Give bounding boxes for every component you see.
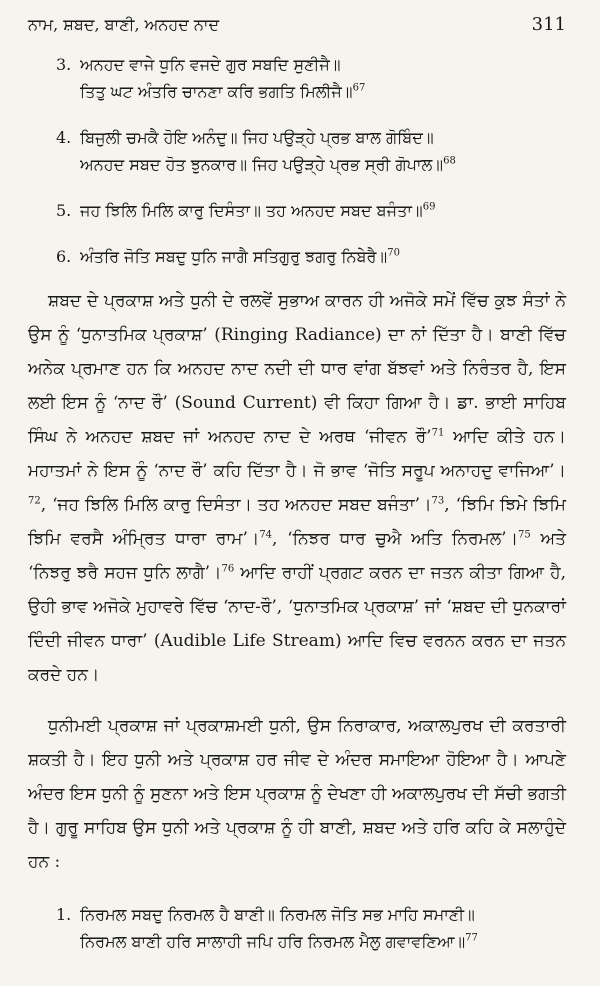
quote-block (56, 51, 566, 105)
quote-number: 5. (56, 201, 72, 220)
quote-block (56, 901, 566, 955)
quote-spacer (28, 178, 566, 197)
quote-block (56, 197, 566, 224)
paragraph-text: , ‘ਝਿਮਿ ਝਿਮੇ ਝਿਮਿ ਝਿਮਿ ਵਰਸੈ ਅੰਮ੍ਰਿਤ ਧਾਰਾ ਰਾਮ’। (28, 495, 566, 549)
quote-number: 3. (56, 55, 72, 74)
quote-text: ਨਿਰਮਲ ਬਾਣੀ ਹਰਿ ਸਾਲਾਹੀ ਜਪਿ ਹਰਿ ਨਿਰਮਲ ਮੈਲੁ ਗਵਾਵਣਿਆ॥ (80, 932, 466, 951)
quote-number: 4. (56, 128, 72, 147)
quote-line (80, 51, 566, 78)
paragraph-text: ਸ਼ਬਦ ਦੇ ਪ੍ਰਕਾਸ਼ ਅਤੇ ਧੁਨੀ ਦੇ ਰਲਵੇਂ ਸੁਭਾਅ ਕਾਰਨ ਹੀ ਅਜੋਕੇ ਸਮੇਂ ਵਿੱਚ ਕੁਝ ਸੰਤਾਂ ਨੇ ਉਸ ਨੂੰ ‘ਧੁਨਾਤਮਿਕ ਪ੍ਰਕਾਸ਼’ (Ringing Radiance) ਦਾ ਨਾਂ ਦਿੱਤਾ ਹੈ। ਬਾਣੀ ਵਿੱਚ ਅਨੇਕ ਪ੍ਰਮਾਣ ਹਨ ਕਿ ਅਨਹਦ ਨਾਦ ਨਦੀ ਦੀ ਧਾਰ ਵਾਂਗ ਬੱਝਵਾਂ ਅਤੇ ਨਿਰੰਤਰ ਹੈ, ਇਸ ਲਈ ਇਸ ਨੂੰ ‘ਨਾਦ ਰੌ’ (Sound Current) ਵੀ ਕਿਹਾ ਗਿਆ ਹੈ। ਡਾ. ਭਾਈ ਸਾਹਿਬ ਸਿੰਘ ਨੇ ਅਨਹਦ ਸ਼ਬਦ ਜਾਂ ਅਨਹਦ ਨਾਦ ਦੇ ਅਰਥ ‘ਜੀਵਨ ਰੌ’ (28, 291, 566, 447)
quote-text: ਅਨਹਦ ਸਬਦ ਹੋਤ ਝੁਨਕਾਰ॥ ਜਿਹ ਪਉੜ੍ਹੇ ਪ੍ਰਭ ਸ੍ਰੀ ਗੋਪਾਲ॥ (80, 155, 444, 174)
quote-number: 1. (56, 905, 72, 924)
paragraph-text: ਆਦਿ ਕੀਤੇ ਹਨ। ਮਹਾਤਮਾਂ ਨੇ ਇਸ ਨੂੰ ‘ਨਾਦ ਰੌ’ ਕਹਿ ਦਿੱਤਾ ਹੈ। ਜੋ ਭਾਵ ‘ਜੋਤਿ ਸਰੂਪ ਅਨਾਹਦੁ ਵਾਜਿਆ’। (28, 427, 566, 481)
paragraph-text: ਅਤੇ ‘ਨਿਝਰੁ ਝਰੈ ਸਹਜ ਧੁਨਿ ਲਾਗੈ’। (28, 529, 566, 583)
chapter-title: ਨਾਮ, ਸ਼ਬਦ, ਬਾਣੀ, ਅਨਹਦ ਨਾਦ (28, 15, 220, 34)
page-number: 311 (531, 14, 566, 35)
quote-text: ਜਹ ਝਿਲਿ ਮਿਲਿ ਕਾਰੁ ਦਿਸੰਤਾ॥ ਤਹ ਅਨਹਦ ਸਬਦ ਬਜੰਤਾ॥ (80, 201, 423, 220)
quote-spacer (28, 224, 566, 243)
quote-line (80, 901, 566, 928)
quote-spacer (28, 105, 566, 124)
quote-line (80, 928, 566, 955)
footnote-ref: 76 (221, 563, 235, 575)
quote-text: ਨਿਰਮਲ ਸਬਦੁ ਨਿਰਮਲ ਹੈ ਬਾਣੀ॥ ਨਿਰਮਲ ਜੋਤਿ ਸਭ ਮਾਹਿ ਸਮਾਣੀ॥ (80, 905, 475, 924)
paragraph-light-sound: ਧੁਨੀਮਈ ਪ੍ਰਕਾਸ਼ ਜਾਂ ਪ੍ਰਕਾਸ਼ਮਈ ਧੁਨੀ, ਉਸ ਨਿਰਾਕਾਰ, ਅਕਾਲਪੁਰਖ ਦੀ ਕਰਤਾਰੀ ਸ਼ਕਤੀ ਹੈ। ਇਹ ਧੁਨੀ ਅਤੇ ਪ੍ਰਕਾਸ਼ ਹਰ ਜੀਵ ਦੇ ਅੰਦਰ ਸਮਾਇਆ ਹੋਇਆ ਹੈ। ਆਪਣੇ ਅੰਦਰ ਇਸ ਧੁਨੀ ਨੂੰ ਸੁਣਨਾ ਅਤੇ ਇਸ ਪ੍ਰਕਾਸ਼ ਨੂੰ ਦੇਖਣਾ ਹੀ ਅਕਾਲਪੁਰਖ ਦੀ ਸੱਚੀ ਭਗਤੀ ਹੈ। ਗੁਰੂ ਸਾਹਿਬ ਉਸ ਧੁਨੀ ਅਤੇ ਪ੍ਰਕਾਸ਼ ਨੂੰ ਹੀ ਬਾਣੀ, ਸ਼ਬਦ ਅਤੇ ਹਰਿ ਕਹਿ ਕੇ ਸਲਾਹੁੰਦੇ ਹਨ : (28, 716, 566, 872)
quote-number: 6. (56, 247, 72, 266)
footnote-ref: 68 (443, 155, 456, 167)
footnote-ref: 75 (518, 529, 531, 541)
quote-line (80, 197, 566, 224)
footnote-ref: 77 (465, 932, 478, 944)
quote-list (28, 51, 566, 270)
footnote-ref: 72 (28, 495, 41, 507)
footnote-ref: 69 (422, 201, 436, 213)
quote-text: ਅਨਹਦ ਵਾਜੇ ਧੁਨਿ ਵਜਦੇ ਗੁਰ ਸਬਦਿ ਸੁਣੀਜੈ॥ (80, 55, 341, 74)
footnote-ref: 74 (259, 529, 273, 541)
quote-text: ਅੰਤਰਿ ਜੋਤਿ ਸਬਦੁ ਧੁਨਿ ਜਾਗੈ ਸਤਿਗੁਰੁ ਝਗਰੁ ਨਿਬੇਰੈ॥ (80, 247, 388, 266)
final-quote (28, 901, 566, 955)
paragraph-text: ਆਦਿ ਰਾਹੀਂ ਪ੍ਰਗਟ ਕਰਨ ਦਾ ਜਤਨ ਕੀਤਾ ਗਿਆ ਹੈ, ਉਹੀ ਭਾਵ ਅਜੋਕੇ ਮੁਹਾਵਰੇ ਵਿੱਚ ‘ਨਾਦ-ਰੌ’, ‘ਧੁਨਾਤਮਿਕ ਪ੍ਰਕਾਸ਼’ ਜਾਂ ‘ਸ਼ਬਦ ਦੀ ਧੁਨਕਾਰਾਂ ਦਿੰਦੀ ਜੀਵਨ ਧਾਰਾ’ (Audible Life Stream) ਆਦਿ ਵਿਚ ਵਰਨਨ ਕਰਨ ਦਾ ਜਤਨ ਕਰਦੇ ਹਨ। (28, 563, 566, 685)
paragraph-text: , ‘ਨਿਝਰ ਧਾਰ ਚੁਐ ਅਤਿ ਨਿਰਮਲ’। (272, 529, 519, 549)
footnote-ref: 71 (431, 427, 445, 439)
footnote-ref: 70 (387, 247, 400, 259)
paragraph-ringing-radiance (28, 284, 566, 692)
quote-text: ਤਿਤੁ ਘਟ ਅੰਤਰਿ ਚਾਨਣਾ ਕਰਿ ਭਗਤਿ ਮਿਲੀਜੈ॥ (80, 82, 353, 101)
paragraph-text: , ‘ਜਹ ਝਿਲਿ ਮਿਲਿ ਕਾਰੁ ਦਿਸੰਤਾ। ਤਹ ਅਨਹਦ ਸਬਦ ਬਜੰਤਾ’। (40, 495, 432, 515)
footnote-ref: 67 (352, 82, 366, 94)
quote-line (80, 151, 566, 178)
quote-block (56, 243, 566, 270)
quote-line (80, 78, 566, 105)
running-header (28, 14, 566, 35)
quote-block (56, 124, 566, 178)
quote-line (80, 243, 566, 270)
quote-text: ਬਿਜੁਲੀ ਚਮਕੈ ਹੋਇ ਅਨੰਦੁ॥ ਜਿਹ ਪਉੜ੍ਹੇ ਪ੍ਰਭ ਬਾਲ ਗੋਬਿੰਦ॥ (80, 128, 434, 147)
footnote-ref: 73 (431, 495, 445, 507)
quote-line (80, 124, 566, 151)
